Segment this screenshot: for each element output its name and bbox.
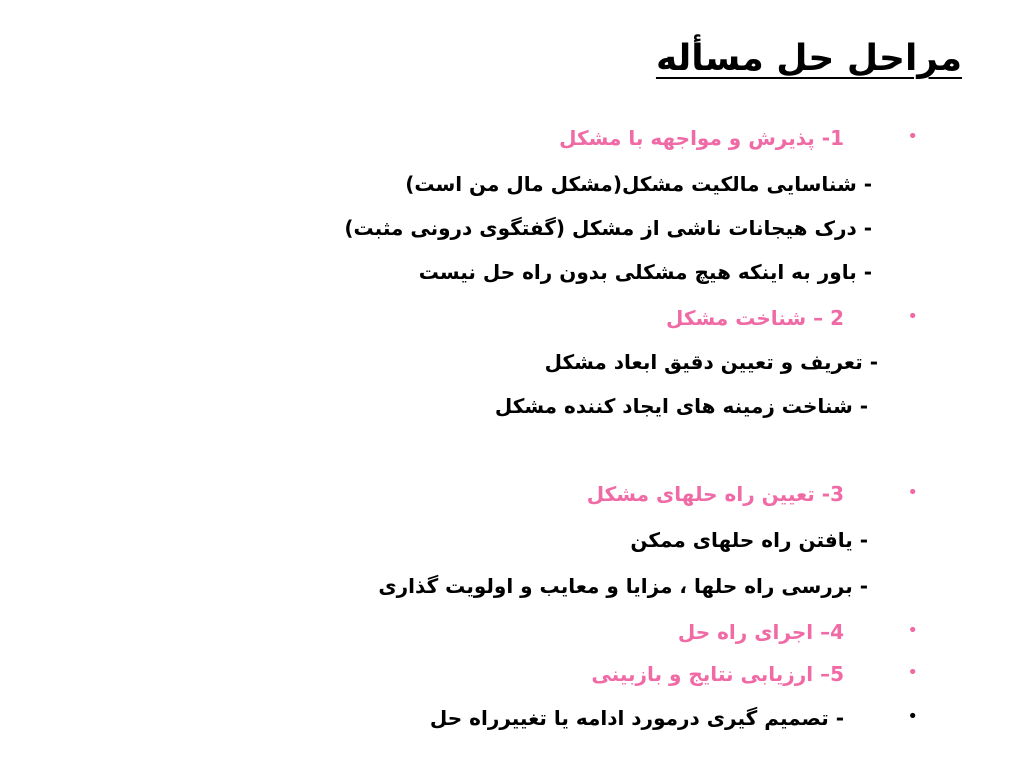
bullet-icon: • [907, 620, 918, 641]
step-2-detail-2: - شناخت زمینه های ایجاد کننده مشکل [494, 394, 868, 418]
step-1-detail-3: - باور به اینکه هیچ مشکلی بدون راه حل نیست [418, 260, 872, 284]
step-2-heading: 2 – شناخت مشکل [666, 306, 844, 330]
list-item-2a [0, 348, 1024, 384]
step-1-detail-1: - شناسایی مالکیت مشکل(مشکل مال من است) [405, 172, 872, 196]
list-item-2b [0, 392, 1024, 428]
bullet-icon: • [907, 706, 918, 727]
step-1-detail-2: - درک هیجانات ناشی از مشکل (گفتگوی درونی مثبت) [344, 216, 872, 240]
list-item-1c [0, 258, 1024, 294]
list-item-3a [0, 526, 1024, 562]
step-4-heading: 4– اجرای راه حل [677, 620, 844, 644]
step-3-detail-1: - یافتن راه حلهای ممکن [630, 528, 868, 552]
step-5-heading: 5– ارزیابی نتایج و بازبینی [591, 662, 844, 686]
step-3-detail-2: - بررسی راه حلها ، مزایا و معایب و اولویت گذاری [378, 574, 868, 598]
slide-title: مراحل حل مسأله [655, 38, 962, 79]
list-item-4 [0, 618, 1024, 654]
bullet-icon: • [907, 126, 918, 147]
step-3-heading: 3- تعیین راه حلهای مشکل [586, 482, 844, 506]
bullet-icon: • [907, 662, 918, 683]
step-1-heading: 1- پذیرش و مواجهه با مشکل [559, 126, 844, 150]
list-item-5 [0, 660, 1024, 696]
list-item-2 [0, 304, 1024, 340]
list-item-3 [0, 480, 1024, 516]
list-item-1b [0, 214, 1024, 250]
list-item-6 [0, 704, 1024, 740]
step-5-detail-1: - تصمیم گیری درمورد ادامه یا تغییرراه حل [429, 706, 844, 730]
list-item-1 [0, 124, 1024, 160]
list-item-3b [0, 572, 1024, 608]
list-item-1a [0, 170, 1024, 206]
bullet-icon: • [907, 482, 918, 503]
step-2-detail-1: - تعریف و تعیین دقیق ابعاد مشکل [544, 350, 878, 374]
bullet-icon: • [907, 306, 918, 327]
